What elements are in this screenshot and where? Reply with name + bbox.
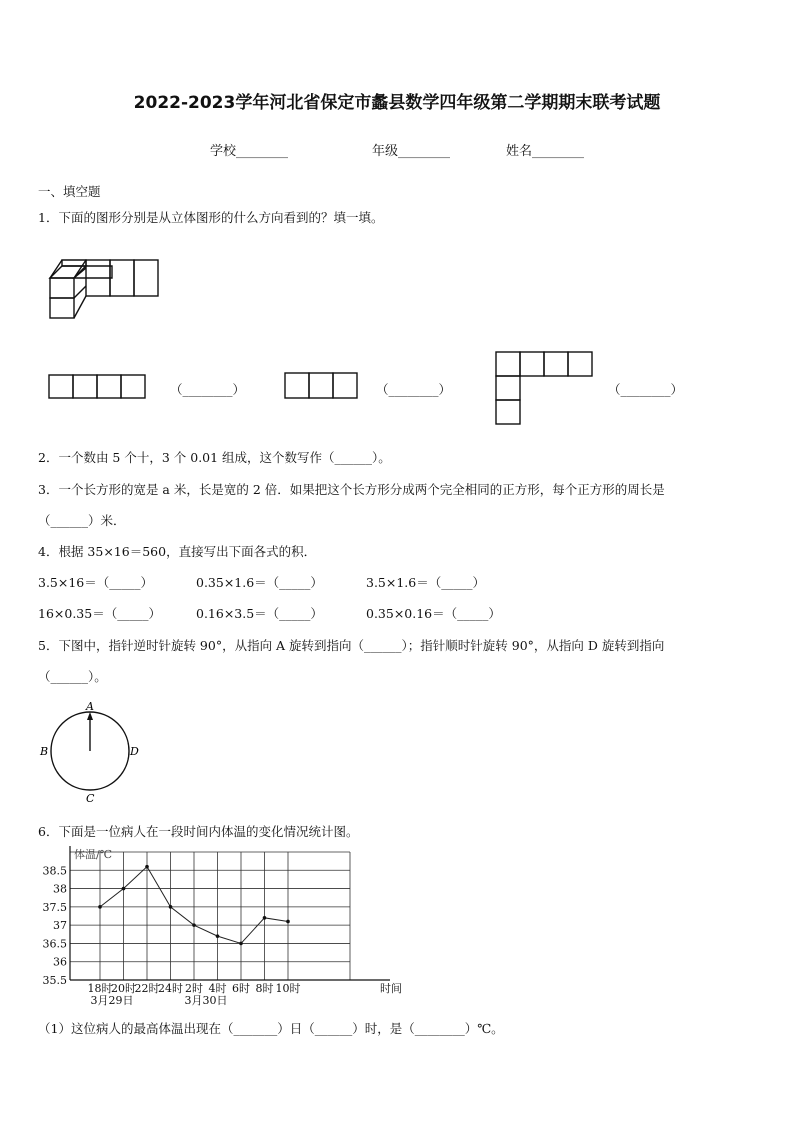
x-axis-label: 时间 (380, 982, 402, 995)
data-point (169, 905, 173, 909)
name-field[interactable]: 姓名________ (506, 144, 585, 159)
view-3-answer-blank[interactable]: （________） (608, 382, 684, 397)
view-2-answer-blank[interactable]: （________） (376, 382, 452, 397)
x-tick-label: 4时 (208, 982, 227, 995)
q4-item[interactable]: 3.5×1.6＝（_____） (366, 575, 485, 590)
y-tick-label: 36.5 (42, 937, 67, 951)
question-1: 1．下面的图形分别是从立体图形的什么方向看到的？填一填。 (38, 210, 384, 225)
question-5-line-1: 5．下图中，指针逆时针旋转 90°，从指向 A 旋转到指向（______）；指针顺时针旋转 90°，从指向 D 旋转到指向 (38, 638, 665, 653)
q4-item[interactable]: 16×0.35＝（_____） (38, 606, 161, 621)
question-6-part-1: （1）这位病人的最高体温出现在（_______）日（______）时，是（________）℃。 (38, 1021, 504, 1036)
x-tick-label: 22时 (134, 982, 160, 995)
view-1-figure (48, 374, 148, 400)
data-point (286, 920, 290, 924)
question-3-line-2: （______）米． (38, 513, 126, 528)
question-3-line-1: 3．一个长方形的宽是 a 米，长是宽的 2 倍．如果把这个长方形分成两个完全相同的正方形，每个正方形的周长是 (38, 482, 665, 497)
x-tick-label: 20时 (111, 982, 136, 995)
q4-item[interactable]: 0.16×3.5＝（_____） (196, 606, 323, 621)
question-4: 4．根据 35×16＝560，直接写出下面各式的积． (38, 544, 317, 559)
data-point (216, 934, 220, 938)
x-tick-label: 8时 (255, 982, 274, 995)
label-a: A (86, 700, 94, 713)
view-1-answer-blank[interactable]: （________） (170, 382, 246, 397)
q4-item[interactable]: 0.35×1.6＝（_____） (196, 575, 323, 590)
section-title: 一、填空题 (38, 184, 101, 199)
page-title: 2022-2023学年河北省保定市蠡县数学四年级第二学期期末联考试题 (133, 93, 661, 113)
data-point (122, 887, 126, 891)
data-point (192, 923, 196, 927)
y-tick-label: 37 (53, 919, 67, 933)
pointer-arrowhead (87, 712, 93, 720)
x-tick-label: 18时 (87, 982, 113, 995)
x-tick-label: 24时 (158, 982, 183, 995)
label-b: B (40, 745, 49, 758)
x-tick-label: 6时 (232, 982, 250, 995)
label-d: D (130, 745, 139, 758)
view-3-figure (495, 351, 595, 427)
data-point (145, 865, 149, 869)
q4-item[interactable]: 3.5×16＝（_____） (38, 575, 154, 590)
q4-item[interactable]: 0.35×0.16＝（_____） (366, 606, 501, 621)
y-axis-label: 体温/℃ (74, 848, 113, 861)
y-tick-label: 36 (53, 955, 67, 969)
question-5-line-2: （______）。 (38, 669, 107, 684)
y-tick-label: 35.5 (42, 974, 67, 987)
x-tick-label: 10时 (275, 982, 301, 995)
view-2-figure (284, 372, 360, 400)
cube-figure (44, 256, 174, 322)
y-tick-label: 37.5 (42, 900, 67, 914)
y-tick-label: 38.5 (42, 864, 67, 878)
data-point (263, 916, 267, 920)
school-field[interactable]: 学校________ (210, 144, 289, 159)
label-c: C (86, 792, 95, 805)
y-tick-label: 38 (53, 882, 67, 896)
x-tick-label: 2时 (185, 982, 203, 995)
clock-dial-figure (36, 700, 146, 806)
question-2: 2．一个数由 5 个十，3 个 0.01 组成，这个数写作（______）。 (38, 450, 391, 465)
data-point (239, 942, 243, 946)
date-label: 3月29日 (90, 994, 134, 1007)
question-6: 6．下面是一位病人在一段时间内体温的变化情况统计图。 (38, 824, 359, 839)
data-point (98, 905, 102, 909)
grade-field[interactable]: 年级________ (372, 144, 451, 159)
date-label: 3月30日 (184, 994, 228, 1007)
temperature-line-chart (36, 842, 416, 1012)
